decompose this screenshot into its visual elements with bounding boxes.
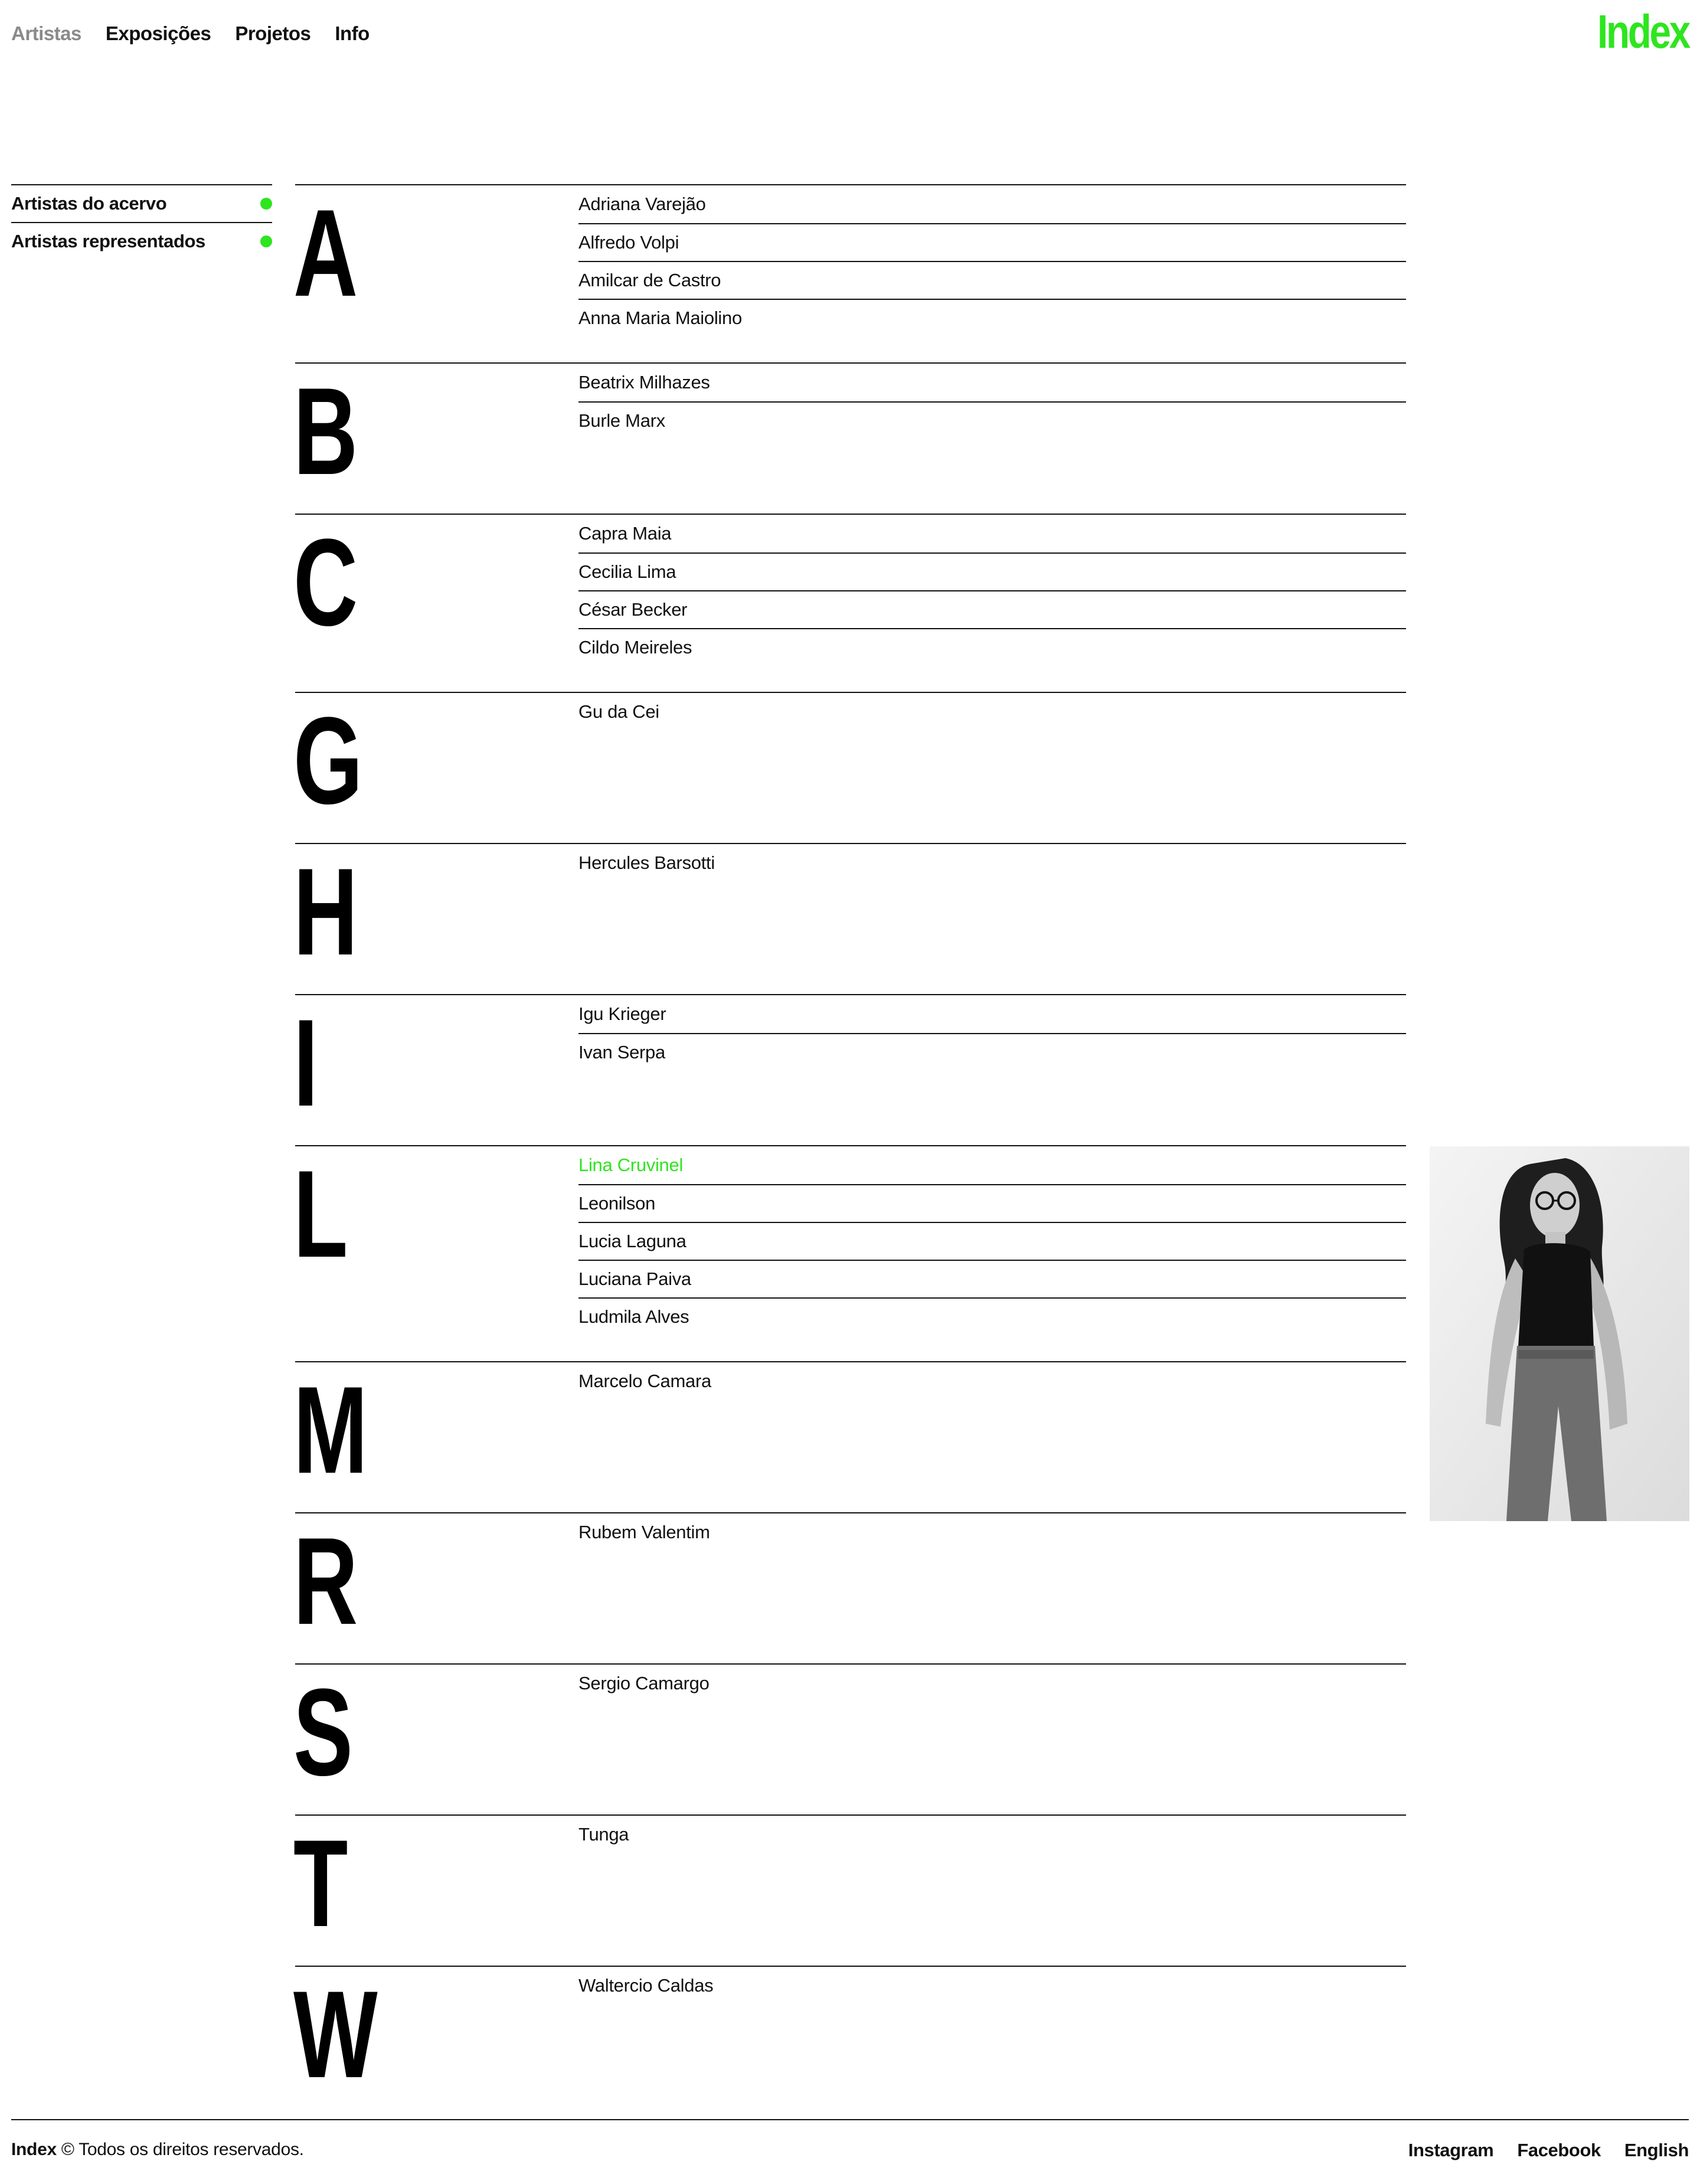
artist-link[interactable]: Cildo Meireles <box>578 628 1406 666</box>
group-letter: M <box>293 1361 365 1499</box>
artist-list <box>578 1967 1406 2005</box>
nav-exposicoes[interactable]: Exposições <box>105 22 211 44</box>
artist-index <box>295 184 1406 2117</box>
footer-brand[interactable]: Index <box>11 2140 57 2159</box>
artist-link[interactable]: Waltercio Caldas <box>578 1975 714 1996</box>
artist-link[interactable]: Marcelo Camara <box>578 1371 711 1391</box>
site-logo[interactable]: Index <box>1597 5 1689 58</box>
letter-group <box>295 514 1406 692</box>
artist-link[interactable]: Ivan Serpa <box>578 1033 1406 1071</box>
artist-link[interactable]: Luciana Paiva <box>578 1260 1406 1297</box>
footer-link-english[interactable]: English <box>1624 2140 1689 2160</box>
artist-link[interactable]: Amilcar de Castro <box>578 261 1406 299</box>
artist-list <box>578 364 1406 439</box>
letter-group <box>295 1145 1406 1361</box>
artist-list <box>578 1665 1406 1702</box>
letter-group <box>295 843 1406 994</box>
letter-group <box>295 1814 1406 1966</box>
footer-copyright <box>11 2140 304 2160</box>
artist-link[interactable]: Sergio Camargo <box>578 1673 710 1693</box>
footer-copyright-text: © Todos os direitos reservados. <box>56 2140 304 2159</box>
artist-portrait-image <box>1430 1146 1689 1521</box>
letter-group <box>295 1663 1406 1814</box>
artist-list <box>578 1362 1406 1400</box>
group-letter: R <box>293 1512 355 1650</box>
artist-link[interactable]: Rubem Valentim <box>578 1522 710 1542</box>
footer-links <box>1408 2140 1689 2161</box>
artist-list <box>578 185 1406 336</box>
artist-link[interactable]: César Becker <box>578 590 1406 628</box>
artist-link[interactable]: Lucia Laguna <box>578 1222 1406 1260</box>
artist-list <box>578 693 1406 731</box>
group-letter: S <box>293 1663 351 1802</box>
filter-label: Artistas representados <box>11 231 205 251</box>
artist-link[interactable]: Leonilson <box>578 1184 1406 1222</box>
filter-label: Artistas do acervo <box>11 193 167 214</box>
artist-link[interactable]: Anna Maria Maiolino <box>578 299 1406 336</box>
artist-link[interactable]: Tunga <box>578 1824 629 1845</box>
group-letter: L <box>293 1145 346 1283</box>
artist-link[interactable]: Capra Maia <box>578 523 672 544</box>
group-letter: B <box>293 362 355 501</box>
artist-list <box>578 515 1406 666</box>
nav-projetos[interactable]: Projetos <box>235 22 311 44</box>
artist-link[interactable]: Beatrix Milhazes <box>578 372 710 393</box>
artist-link[interactable]: Igu Krieger <box>578 1003 666 1024</box>
artist-link[interactable]: Gu da Cei <box>578 701 659 722</box>
letter-group <box>295 1512 1406 1663</box>
group-letter: C <box>293 513 355 652</box>
nav-artistas[interactable]: Artistas <box>11 22 81 44</box>
filter-active-dot-icon <box>260 236 272 247</box>
filter-active-dot-icon <box>260 198 272 210</box>
filter-artistas-do-acervo[interactable] <box>11 184 272 222</box>
group-letter: H <box>293 842 355 981</box>
group-letter: A <box>293 184 355 322</box>
group-letter: G <box>293 691 361 830</box>
letter-group <box>295 692 1406 843</box>
artist-link[interactable]: Alfredo Volpi <box>578 223 1406 261</box>
artist-list <box>578 1513 1406 1551</box>
nav-info[interactable]: Info <box>335 22 370 44</box>
artist-list <box>578 995 1406 1071</box>
artist-list <box>578 844 1406 882</box>
artist-list <box>578 1146 1406 1335</box>
artist-link[interactable]: Adriana Varejão <box>578 194 706 214</box>
artist-link[interactable]: Burle Marx <box>578 401 1406 439</box>
group-letter: I <box>293 993 316 1132</box>
group-letter: T <box>293 1814 346 1953</box>
artist-list <box>578 1816 1406 1853</box>
footer-divider <box>11 2119 1689 2120</box>
artist-link[interactable]: Cecilia Lima <box>578 552 1406 590</box>
footer-link-facebook[interactable]: Facebook <box>1517 2140 1601 2160</box>
artist-link[interactable]: Ludmila Alves <box>578 1297 1406 1335</box>
footer-link-instagram[interactable]: Instagram <box>1408 2140 1494 2160</box>
letter-group <box>295 184 1406 362</box>
letter-group <box>295 1966 1406 2117</box>
letter-group <box>295 362 1406 514</box>
filter-artistas-representados[interactable] <box>11 222 272 260</box>
artist-filters <box>11 184 272 260</box>
artist-link[interactable]: Lina Cruvinel <box>578 1155 684 1175</box>
group-letter: W <box>293 1965 375 2104</box>
letter-group <box>295 1361 1406 1512</box>
artist-link[interactable]: Hercules Barsotti <box>578 852 715 873</box>
letter-group <box>295 994 1406 1145</box>
main-nav <box>11 22 370 45</box>
